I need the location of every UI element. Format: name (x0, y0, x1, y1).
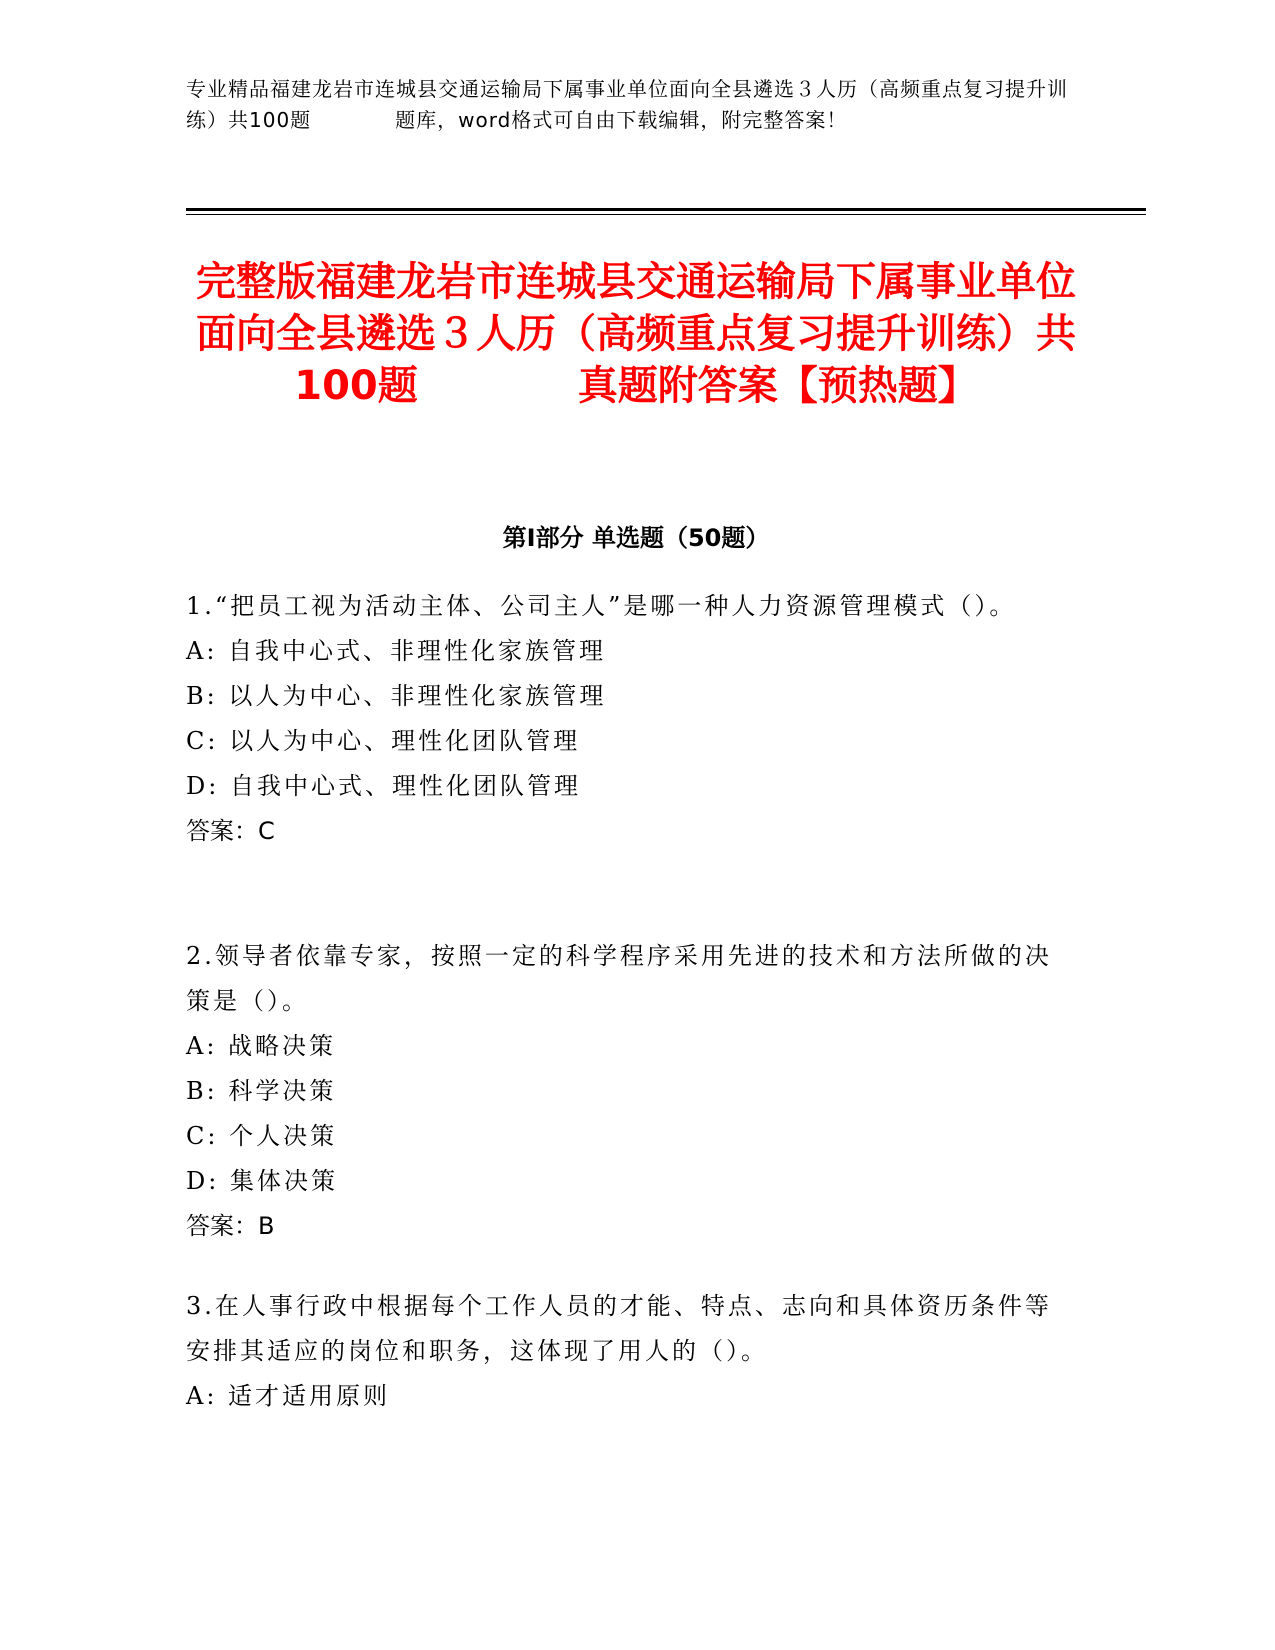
header-divider-thin (186, 214, 1146, 215)
option-b: B: 科学决策 (186, 1077, 337, 1105)
option-c: C: 个人决策 (186, 1122, 338, 1150)
question-stem: 1.“把员工视为活动主体、公司主人”是哪一种人力资源管理模式（）。 (186, 592, 1017, 620)
header-text: 专业精品福建龙岩市连城县交通运输局下属事业单位面向全县遴选３人历（高频重点复习提升训练）共100题 题库，word格式可自由下载编辑，附完整答案！ (186, 77, 1068, 132)
option-d: D: 自我中心式、理性化团队管理 (186, 772, 581, 800)
option-a: A: 自我中心式、非理性化家族管理 (186, 637, 607, 665)
question-3 (186, 1284, 1066, 1419)
answer: 答案：C (186, 817, 275, 845)
option-a: A: 战略决策 (186, 1032, 337, 1060)
question-stem: 2.领导者依靠专家，按照一定的科学程序采用先进的技术和方法所做的决策是（）。 (186, 942, 1052, 1015)
option-b: B: 以人为中心、非理性化家族管理 (186, 682, 607, 710)
document-title: 完整版福建龙岩市连城县交通运输局下属事业单位面向全县遴选３人历（高频重点复习提升训练）共100题 真题附答案【预热题】 (196, 259, 1076, 409)
option-c: C: 以人为中心、理性化团队管理 (186, 727, 581, 755)
question-1 (186, 584, 1066, 854)
answer: 答案：B (186, 1212, 275, 1240)
section-title: 第Ⅰ部分 单选题（50题） (502, 524, 770, 552)
question-2 (186, 934, 1066, 1249)
question-stem: 3.在人事行政中根据每个工作人员的才能、特点、志向和具体资历条件等安排其适应的岗位和职务，这体现了用人的（）。 (186, 1292, 1052, 1365)
header-divider-thick (186, 208, 1146, 211)
option-a: A: 适才适用原则 (186, 1382, 391, 1410)
option-d: D: 集体决策 (186, 1167, 338, 1195)
